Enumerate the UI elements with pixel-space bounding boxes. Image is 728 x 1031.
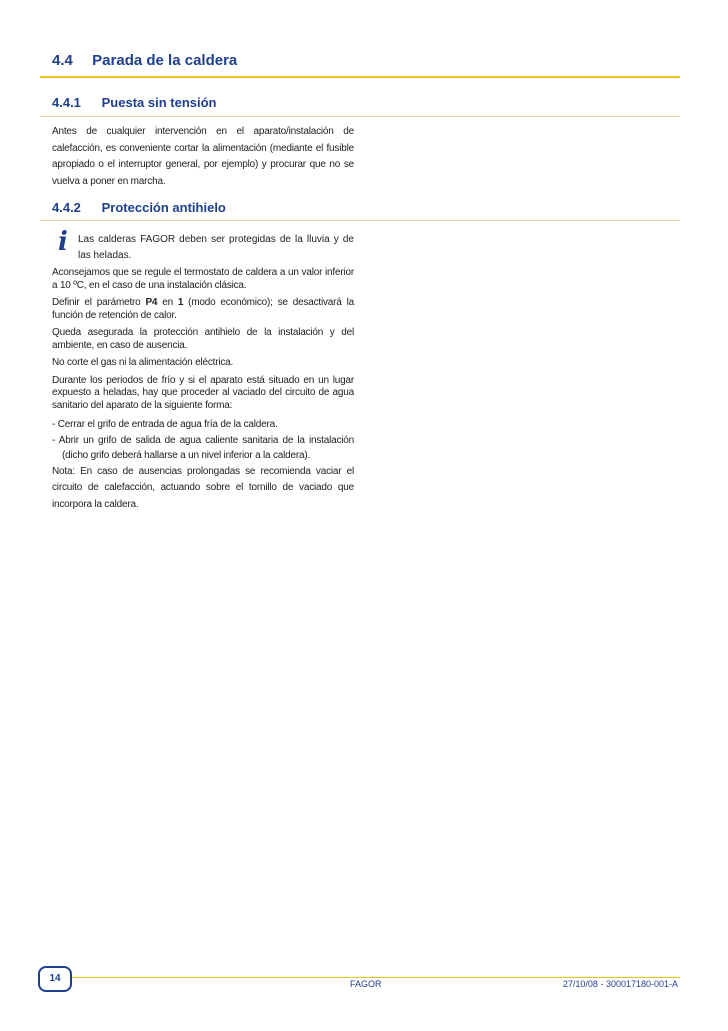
drain-steps-list [52, 417, 354, 464]
nota-paragraph: Nota: En caso de ausencias prolongadas se recomienda vaciar el circuito de calefacción, actuando sobre el tornillo de vaciado que incorpora la caldera. [52, 465, 354, 510]
subsection-divider-1 [40, 116, 680, 117]
section-title: Parada de la caldera [92, 52, 238, 69]
subsection-heading-2 [52, 200, 352, 215]
antifreeze-paragraph-1: Aconsejamos que se regule el termostato de caldera a un valor inferior a 10 ºC, en el caso de una instalación clásica. [52, 267, 354, 291]
param-value: 1 [177, 297, 184, 308]
power-off-paragraph: Antes de cualquier intervención en el aparato/instalación de calefacción, es conveniente cortar la alimentación (mediante el fusible apropiado o el interruptor general, por ejemplo) y procurar que no se vuelva a poner en marcha. [52, 126, 354, 187]
section-heading [52, 52, 678, 69]
footer-divider [58, 977, 680, 978]
drain-step: - Cerrar el grifo de entrada de agua fría de la caldera. [52, 419, 278, 430]
section-divider [40, 76, 680, 78]
page-number: 14 [38, 966, 72, 992]
antifreeze-paragraph-3: Queda asegurada la protección antihielo de la instalación y del ambiente, en caso de ausencia. [52, 327, 354, 351]
antifreeze-text [52, 267, 354, 518]
antifreeze-paragraph-4: No corte el gas ni la alimentación eléctrica. [52, 357, 234, 368]
subsection-divider-2 [40, 220, 680, 221]
param-text-before: Definir el parámetro [52, 297, 146, 308]
subsection-heading-1 [52, 95, 352, 110]
footer-document-reference: 27/10/08 - 300017180-001-A [562, 979, 678, 989]
antifreeze-paragraph-2 [52, 297, 354, 322]
info-note-text: Las calderas FAGOR deben ser protegidas de la lluvia y de las heladas. [78, 234, 354, 261]
subsection-number-2: 4.4.2 [52, 200, 81, 215]
param-code: P4 [145, 297, 158, 308]
antifreeze-paragraph-5: Durante los periodos de frío y si el aparato está situado en un lugar expuesto a heladas, hay que proceder al vaciado del circuito de agua sanitario del aparato de la siguiente forma: [52, 374, 354, 411]
param-text-mid: en [157, 297, 178, 308]
section-number: 4.4 [52, 52, 73, 69]
param-text-after: (modo económico); se desactivará la función de retención de calor. [52, 297, 354, 321]
subsection-title-2: Protección antihielo [101, 200, 226, 215]
drain-step: - Abrir un grifo de salida de agua caliente sanitaria de la instalación (dicho grifo deberá hallarse a un nivel inferior a la caldera). [52, 434, 354, 461]
info-icon: i [58, 227, 68, 257]
footer-brand: FAGOR [350, 979, 382, 989]
info-note [52, 228, 354, 268]
subsection-number-1: 4.4.1 [52, 95, 81, 110]
subsection-title-1: Puesta sin tensión [101, 95, 217, 110]
power-off-text [52, 124, 354, 195]
